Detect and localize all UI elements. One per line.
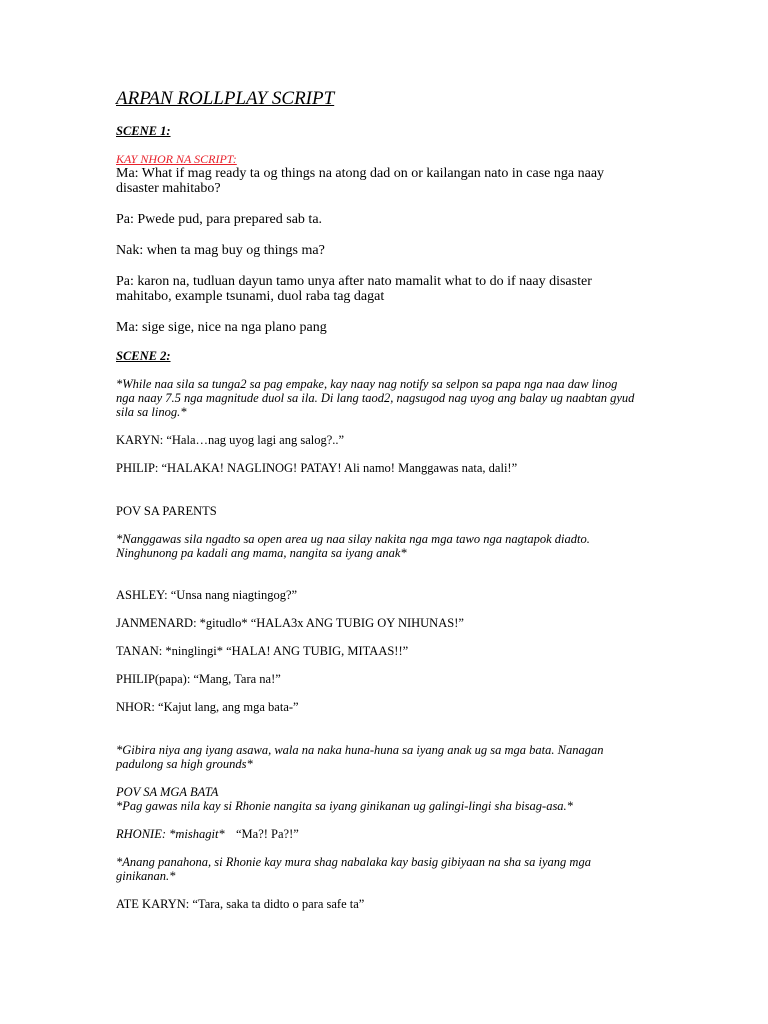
dialogue-line: TANAN: *ninglingi* “HALA! ANG TUBIG, MITAAS!!” [116,644,409,658]
dialogue-line: “Ma?! Pa?!” [236,827,299,841]
scene-1-heading: SCENE 1: [116,124,171,138]
pov-heading: POV SA PARENTS [116,504,217,518]
script-line: disaster mahitabo? [116,181,221,196]
document-title: ARPAN ROLLPLAY SCRIPT [116,88,335,109]
pov-heading: POV SA MGA BATA [116,785,219,799]
script-line: Ma: What if mag ready ta og things na atong dad on or kailangan nato in case nga naay [116,166,605,181]
stage-direction: *Gibira niya ang iyang asawa, wala na naka huna-huna sa iyang anak ug sa mga bata. Nanagan [116,743,604,757]
script-line: mahitabo, example tsunami, duol raba tag dagat [116,289,385,304]
dialogue-line: KARYN: “Hala…nag uyog lagi ang salog?..” [116,433,345,447]
script-line: Pa: Pwede pud, para prepared sab ta. [116,212,323,227]
dialogue-line: ATE KARYN: “Tara, saka ta didto o para safe ta” [116,897,365,911]
dialogue-line: PHILIP: “HALAKA! NAGLINOG! PATAY! Ali namo! Manggawas nata, dali!” [116,461,518,475]
stage-direction: *While naa sila sa tunga2 sa pag empake, kay naay nag notify sa selpon sa papa nga naa daw linog [116,377,618,391]
script-line: Ma: sige sige, nice na nga plano pang [116,320,327,335]
stage-direction: *Anang panahona, si Rhonie kay mura shag nabalaka kay basig gibiyaan na sha sa iyang mga [116,855,591,869]
dialogue-speaker: RHONIE: *mishagit* [116,827,225,841]
scene-2-heading: SCENE 2: [116,349,171,363]
script-line: Pa: karon na, tudluan dayun tamo unya after nato mamalit what to do if naay disaster [116,274,592,289]
scene-1-subheading: KAY NHOR NA SCRIPT: [116,152,237,166]
stage-direction: *Nanggawas sila ngadto sa open area ug naa silay nakita nga mga tawo nga nagtapok diadto. [116,532,590,546]
dialogue-line: NHOR: “Kajut lang, ang mga bata-” [116,700,299,714]
stage-direction: ginikanan.* [116,869,176,883]
script-line: Nak: when ta mag buy og things ma? [116,243,325,258]
stage-direction: nga naay 7.5 nga magnitude duol sa ila. Di lang taod2, nagsugod nag uyog ang balay ug naabtan gyud [116,391,635,405]
dialogue-line: PHILIP(papa): “Mang, Tara na!” [116,672,281,686]
stage-direction: padulong sa high grounds* [116,757,253,771]
stage-direction: *Pag gawas nila kay si Rhonie nangita sa iyang ginikanan ug galingi-lingi sha bisag-asa.* [116,799,573,813]
stage-direction: sila sa linog.* [116,405,187,419]
dialogue-line: ASHLEY: “Unsa nang niagtingog?” [116,588,298,602]
dialogue-line: JANMENARD: *gitudlo* “HALA3x ANG TUBIG OY NIHUNAS!” [116,616,464,630]
stage-direction: Ninghunong pa kadali ang mama, nangita sa iyang anak* [116,546,407,560]
